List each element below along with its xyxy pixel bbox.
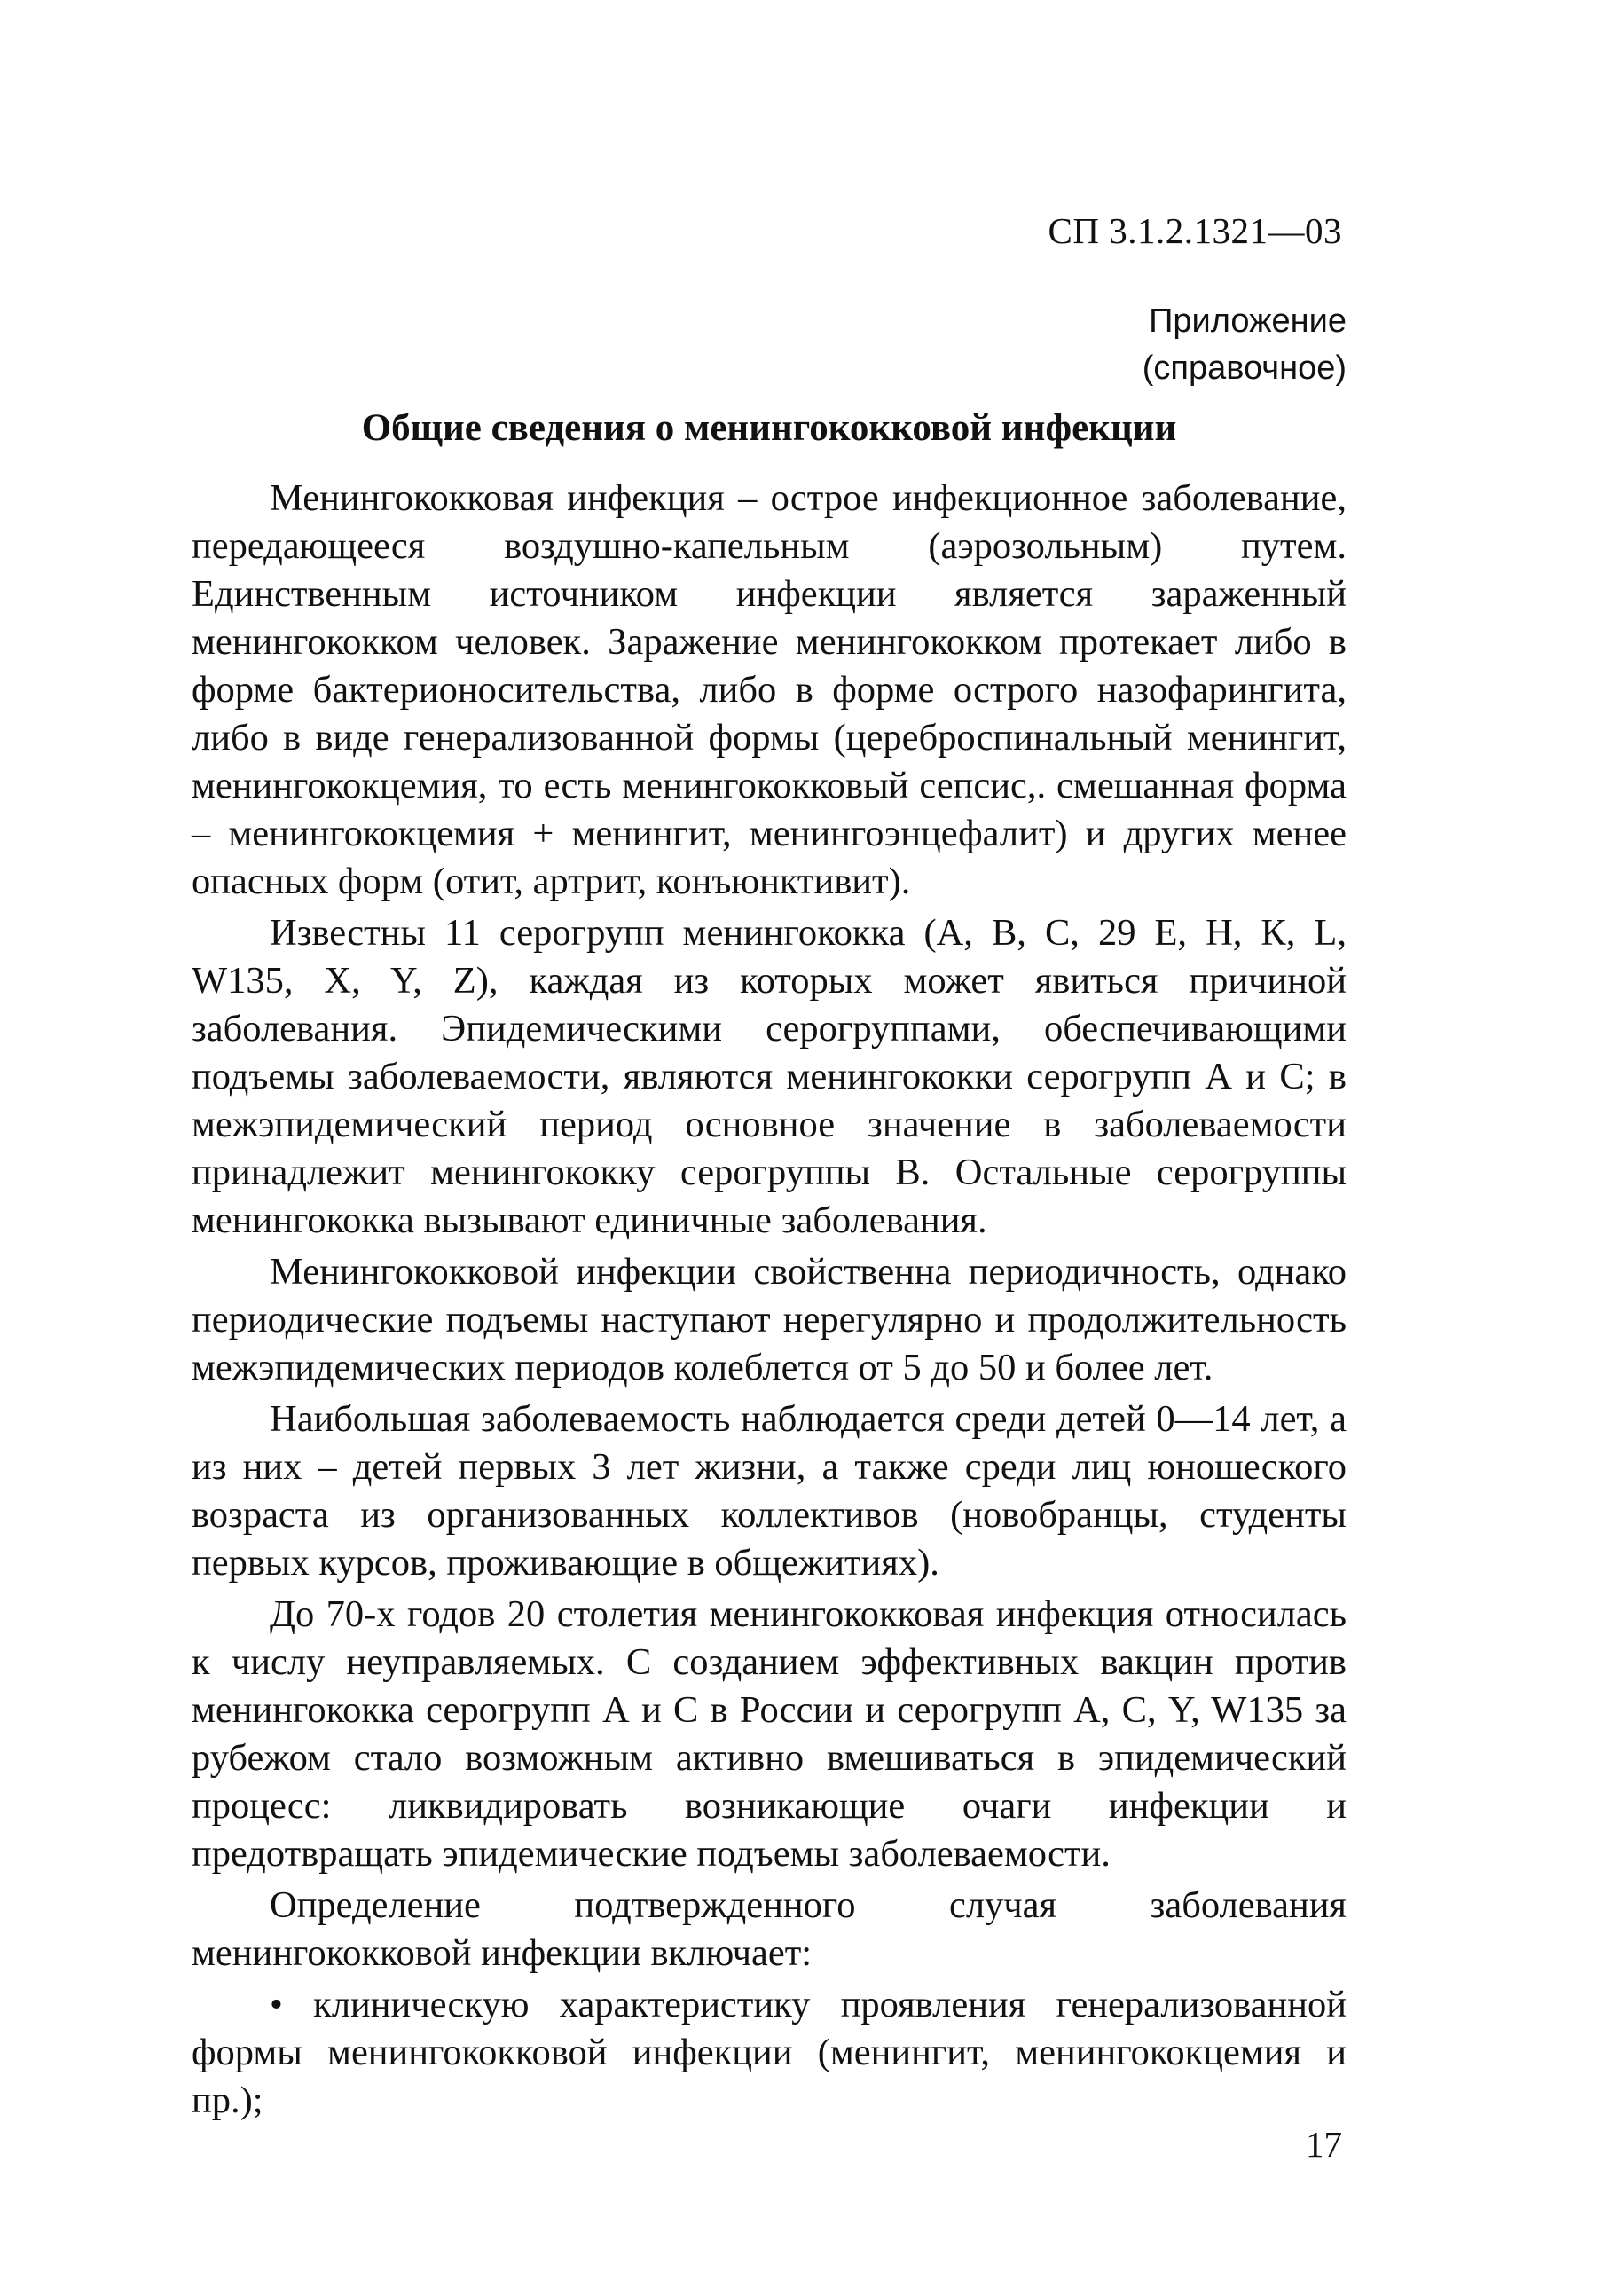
paragraph: До 70-х годов 20 столетия менингококковая инфекция относилась к числу неуправляемых. С созданием эффективных вакцин против менингококка серогрупп А и С в России и серогрупп А, С, Y, W135 за рубежом стало возможным активно вмешиваться в эпидемический процесс: ликвидировать возникающие очаги инфекции и предотвращать эпидемические подъемы заболеваемости. [192, 1593, 1347, 1875]
document-code: СП 3.1.2.1321—03 [1048, 210, 1342, 251]
paragraph: Известны 11 серогрупп менингококка (А, В, С, 29 Е, Н, К, L, W135, X, Y, Z), каждая из которых может явиться причиной заболевания. Эпидемическими серогруппами, обеспечивающими подъемы заболеваемости, являются менингококки серогрупп А и С; в межэпидемический период основное значение в заболеваемости принадлежит менингококку серогруппы В. Остальные серогруппы менингококка вызывают единичные заболевания. [192, 912, 1347, 1241]
paragraph: Менингококковая инфекция – острое инфекционное заболевание, передающееся воздушно-капельным (аэрозольным) путем. Единственным источником инфекции является зараженный менингококком человек. Заражение менингококком протекает либо в форме бактерионосительства, либо в форме острого назофарингита, либо в виде генерализованной формы (цереброспинальный менингит, менингококцемия, то есть менингококковый сепсис,. смешанная форма – менингококцемия + менингит, менингоэнцефалит) и других менее опасных форм (отит, артрит, конъюнктивит). [192, 477, 1347, 902]
body-text [192, 475, 1347, 2128]
appendix-label [1143, 298, 1347, 392]
page-number: 17 [1306, 2124, 1342, 2165]
paragraph: Наибольшая заболеваемость наблюдается среди детей 0—14 лет, а из них – детей первых 3 лет жизни, а также среди лиц юношеского возраста из организованных коллективов (новобранцы, студенты первых курсов, проживающие в общежитиях). [192, 1398, 1347, 1584]
section-title: Общие сведения о менингококковой инфекции [361, 407, 1177, 449]
bullet-item [192, 1981, 1347, 2125]
bullet-item-text: клиническую характеристику проявления генерализованной формы менингококковой инфекции (менингит, менингококцемия и пр.); [192, 1984, 1347, 2121]
appendix-label-line2: (справочное) [1142, 350, 1347, 387]
bullet-icon: • [270, 1984, 283, 2025]
appendix-label-line1: Приложение [1149, 303, 1347, 340]
paragraph: Менингококковой инфекции свойственна периодичность, однако периодические подъемы наступают нерегулярно и продолжительность межэпидемических периодов колеблется от 5 до 50 и более лет. [192, 1251, 1347, 1388]
paragraph: Определение подтвержденного случая заболевания менингококковой инфекции включает: [192, 1884, 1347, 1974]
